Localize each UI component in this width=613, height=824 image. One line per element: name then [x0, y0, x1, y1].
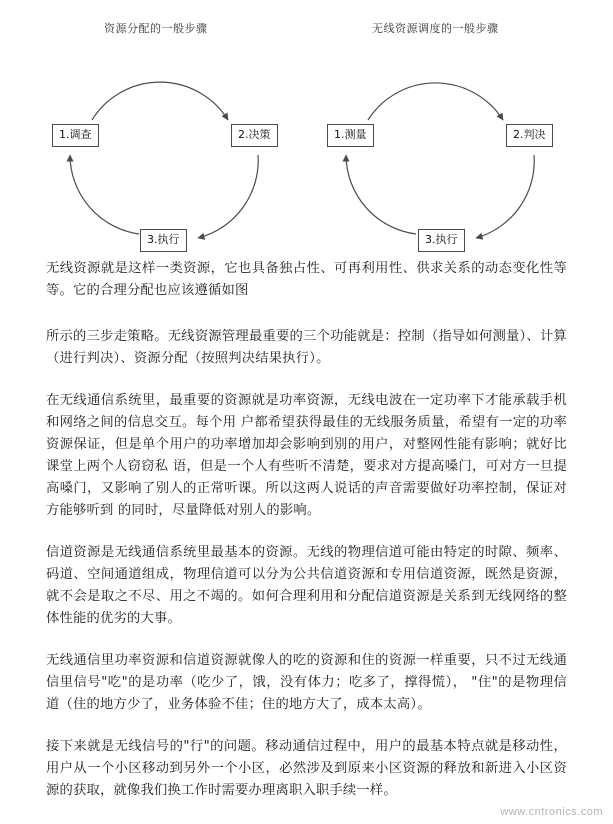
- process-diagram: [0, 0, 613, 258]
- node-left-execute: 3.执行: [140, 229, 187, 252]
- diagram-left-title: 资源分配的一般步骤: [104, 22, 208, 35]
- node-left-investigate: 1.调查: [52, 124, 99, 147]
- paragraph-3: 在无线通信系统里，最重要的资源就是功率资源，无线电波在一定功率下才能承载手机和网络之间的信息交互。每个用 户都希望获得最佳的无线服务质量，希望有一定的功率资源保证，但是单个用户的功率增加却会影响到别的用户，对整网性能有影响；就好比课堂上两个人窃窃私 语，但是一个人有些听不清楚，要求对方提高嗓门，可对方一旦提高嗓门，又影响了别人的正常听课。所以这两人说话的声音需要做好功率控制，保证对方能够听到 的同时，尽量降低对别人的影响。: [46, 393, 567, 518]
- site-watermark: www.cntronics.com: [500, 806, 603, 818]
- paragraph-1: 无线资源就是这样一类资源，它也具备独占性、可再利用性、供求关系的动态变化性等等。它的合理分配也应该遵循如图: [46, 261, 567, 298]
- node-right-measure: 1.测量: [327, 124, 374, 147]
- node-left-decide: 2.决策: [231, 124, 278, 147]
- node-right-execute: 3.执行: [418, 229, 465, 252]
- paragraph-6: 接下来就是无线信号的"行"的问题。移动通信过程中，用户的最基本特点就是移动性，用户从一个小区移动到另外一个小区，必然涉及到原来小区资源的释放和新进入小区资源的获取，就像我们换工作时需要办理离职入职手续一样。: [46, 739, 567, 798]
- paragraph-5: 无线通信里功率资源和信道资源就像人的吃的资源和住的资源一样重要，只不过无线通信里信号"吃"的是功率（吃少了，饿，没有体力；吃多了，撑得慌）， "住"的是物理信道（住的地方少了，业务体验不佳；住的地方大了，成本太高）。: [46, 653, 567, 712]
- node-right-judge: 2.判决: [506, 124, 553, 147]
- paragraph-4: 信道资源是无线通信系统里最基本的资源。无线的物理信道可能由特定的时隙、频率、码道、空间通道组成，物理信道可以分为公共信道资源和专用信道资源，既然是资源，就不会是取之不尽、用之不竭的。如何合理利用和分配信道资源是关系到无线网络的整体性能的优劣的大事。: [46, 545, 567, 626]
- article-body: [0, 258, 613, 822]
- paragraph-2: 所示的三步走策略。无线资源管理最重要的三个功能就是：控制（指导如何测量）、计算（进行判决）、资源分配（按照判决结果执行）。: [46, 329, 567, 366]
- diagram-right-title: 无线资源调度的一般步骤: [372, 22, 499, 35]
